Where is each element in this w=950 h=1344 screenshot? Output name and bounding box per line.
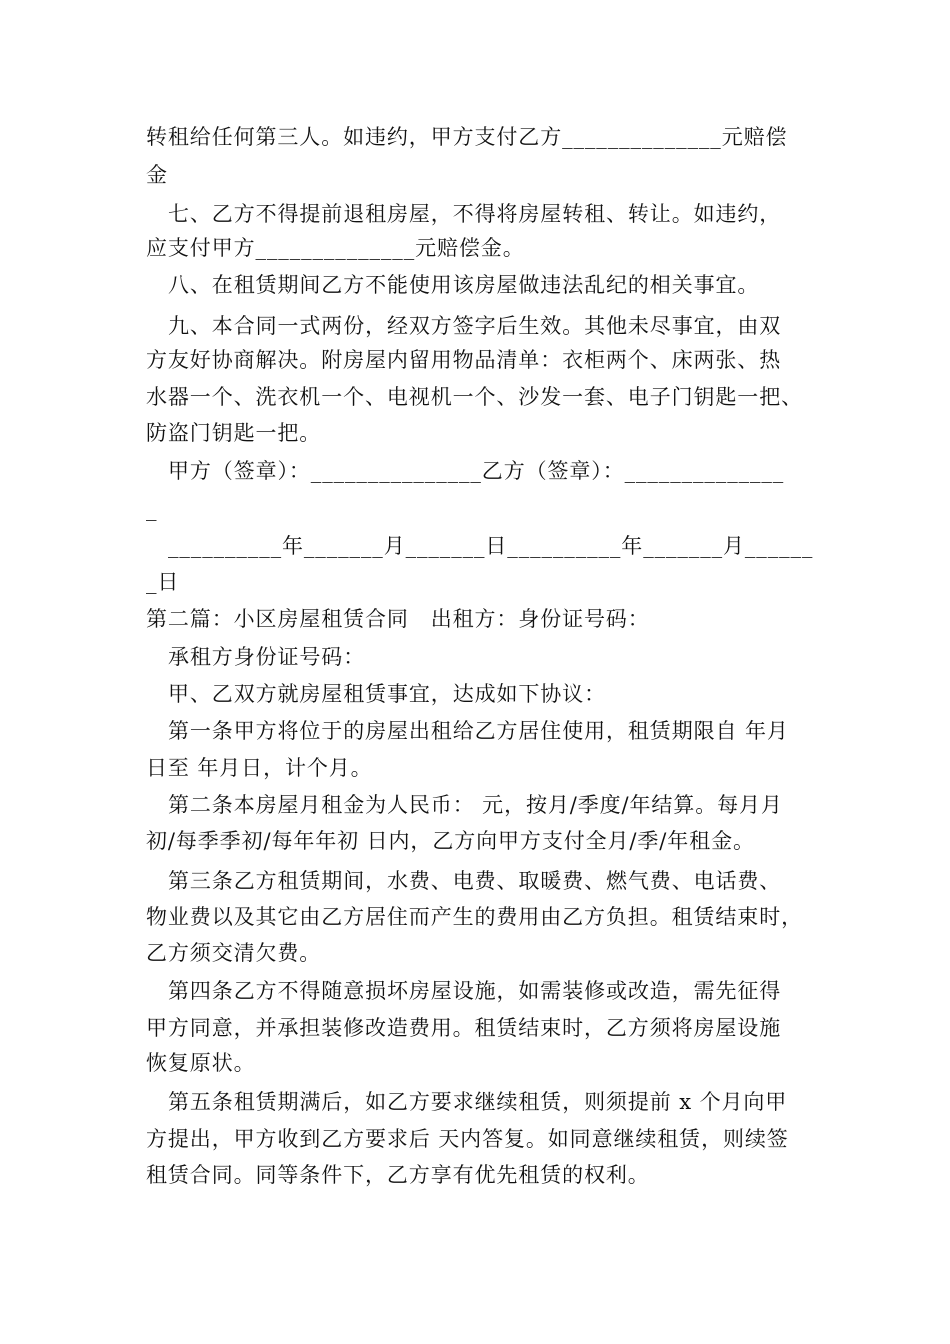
clause-8-line: 八、在租赁期间乙方不能使用该房屋做违法乱纪的相关事宜。 <box>168 273 760 297</box>
text-line: 租赁合同。同等条件下，乙方享有优先租赁的权利。 <box>146 1163 650 1187</box>
text-line: _日 <box>146 570 180 594</box>
text-line: 承租方身份证号码： <box>168 645 366 669</box>
text-line: 恢复原状。 <box>146 1051 256 1075</box>
text-line: _ <box>146 497 158 521</box>
text-line: 日至 年月日，计个月。 <box>146 756 373 780</box>
article-2-line: 第二条本房屋月租金为人民币： 元，按月/季度/年结算。每月月 <box>168 793 783 817</box>
clause-9-line: 九、本合同一式两份，经双方签字后生效。其他未尽事宜，由双 <box>168 314 782 338</box>
text-line: 转租给任何第三人。如违约，甲方支付乙方______________元赔偿 <box>146 125 788 149</box>
text-line: 甲、乙双方就房屋租赁事宜，达成如下协议： <box>168 682 606 706</box>
text-line: 乙方须交清欠费。 <box>146 941 322 965</box>
text-line: 物业费以及其它由乙方居住而产生的费用由乙方负担。租赁结束时， <box>146 905 803 929</box>
date-line: __________年_______月_______日__________年_______月______ <box>168 534 814 558</box>
text-line: 初/每季季初/每年年初 日内，乙方向甲方支付全月/季/年租金。 <box>146 829 755 853</box>
text-line: 方提出，甲方收到乙方要求后 天内答复。如同意继续租赁，则续签 <box>146 1127 789 1151</box>
text-line: 方友好协商解决。附房屋内留用物品清单：衣柜两个、床两张、热 <box>146 348 782 372</box>
article-5-line: 第五条租赁期满后，如乙方要求继续租赁，则须提前 x 个月向甲 <box>168 1090 788 1114</box>
article-1-line: 第一条甲方将位于的房屋出租给乙方居住使用，租赁期限自 年月 <box>168 719 789 743</box>
article-3-line: 第三条乙方租赁期间，水费、电费、取暖费、燃气费、电话费、 <box>168 869 782 893</box>
article-4-line: 第四条乙方不得随意损坏房屋设施，如需装修或改造，需先征得 <box>168 979 782 1003</box>
signature-line: 甲方（签章）：_______________乙方（签章）：______________ <box>168 459 785 483</box>
text-line: 防盗门钥匙一把。 <box>146 421 322 445</box>
text-line: 金 <box>146 163 168 187</box>
text-line: 甲方同意，并承担装修改造费用。租赁结束时，乙方须将房屋设施 <box>146 1016 782 1040</box>
text-line: 应支付甲方______________元赔偿金。 <box>146 236 525 260</box>
clause-7-line: 七、乙方不得提前退租房屋，不得将房屋转租、转让。如违约， <box>168 202 782 226</box>
section-heading: 第二篇：小区房屋租赁合同 出租方：身份证号码： <box>146 607 650 631</box>
text-line: 水器一个、洗衣机一个、电视机一个、沙发一套、电子门钥匙一把、 <box>146 385 803 409</box>
